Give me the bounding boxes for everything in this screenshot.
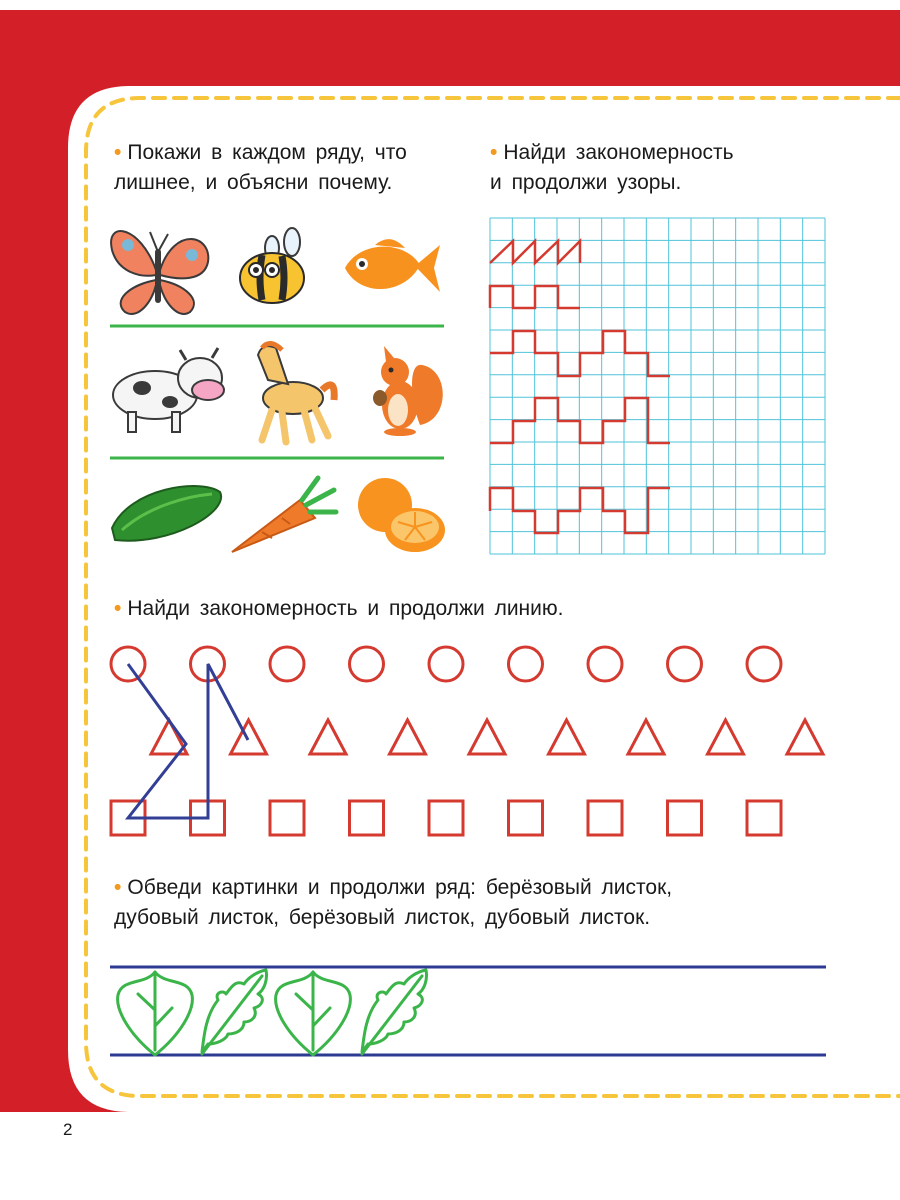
task-leaves-instruction bbox=[114, 873, 672, 933]
instruction-line: Покажи в каждом ряду, что bbox=[127, 141, 407, 164]
instruction-line: Обведи картинки и продолжи ряд: берёзовый листок, bbox=[127, 876, 673, 899]
bullet: • bbox=[114, 597, 122, 620]
instruction-line: лишнее, и объясни почему. bbox=[114, 171, 393, 194]
task-patterns-instruction bbox=[490, 138, 734, 198]
bullet: • bbox=[114, 876, 122, 899]
instruction-line: Найди закономерность и продолжи линию. bbox=[127, 597, 564, 620]
task-odd-one-out-instruction bbox=[114, 138, 407, 198]
page-number: 2 bbox=[63, 1120, 73, 1139]
instruction-line: Найди закономерность bbox=[503, 141, 734, 164]
bottom-margin bbox=[0, 1112, 900, 1190]
bullet: • bbox=[490, 141, 498, 164]
instruction-line: и продолжи узоры. bbox=[490, 171, 682, 194]
bullet: • bbox=[114, 141, 122, 164]
task-line-instruction bbox=[114, 594, 563, 624]
instruction-line: дубовый листок, берёзовый листок, дубовый листок. bbox=[114, 906, 651, 929]
